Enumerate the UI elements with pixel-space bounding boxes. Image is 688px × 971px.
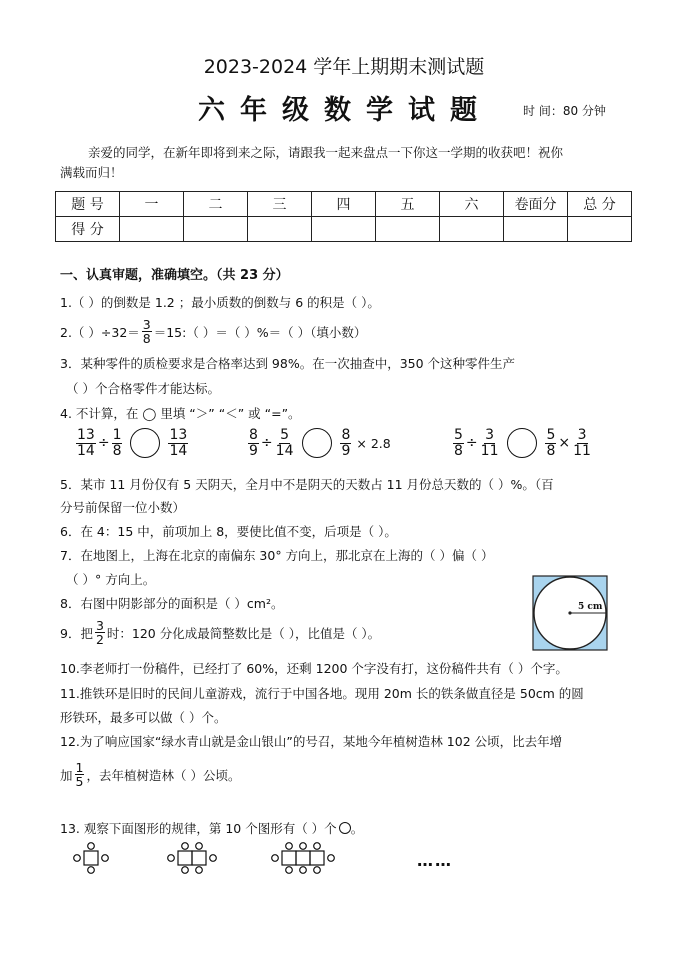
question-1: 1.（ ）的倒数是 1.2 ；最小质数的倒数与 6 的积是（ ）。 — [60, 295, 380, 310]
fraction-numerator: 13 — [77, 427, 95, 443]
q4-comparison-1 — [74, 428, 190, 458]
score-header-cell: 总 分 — [568, 192, 632, 217]
q13-pre: 13. 观察下面图形的规律，第 10 个图形有（ ）个 — [60, 821, 337, 836]
question-11-line-1: 11.推铁环是旧时的民间儿童游戏，流行于中国各地。现用 20m 长的铁条做直径是 50cm 的圆 — [60, 686, 584, 701]
q12-pre: 加 — [60, 767, 73, 783]
fraction-numerator: 1 — [112, 427, 122, 443]
score-header-cell: 六 — [440, 192, 504, 217]
question-5-line-1: 5．某市 11 月份仅有 5 天阴天，全月中不是阴天的天数占 11 月份总天数的（ ）%。（百 — [60, 477, 554, 492]
score-input-cell[interactable] — [248, 217, 312, 242]
fraction-denominator: 5 — [75, 774, 84, 790]
score-input-cell[interactable] — [376, 217, 440, 242]
compare-circle-icon[interactable] — [302, 428, 332, 458]
operator: ÷ — [260, 435, 273, 452]
score-table-header-row — [56, 192, 632, 217]
question-9 — [60, 619, 380, 646]
question-3-line-1: 3．某种零件的质检要求是合格率达到 98%。在一次抽查中，350 个这种零件生产 — [60, 356, 516, 371]
question-7-line-1: 7．在地图上，上海在北京的南偏东 30° 方向上，那北京在上海的（ ）偏（ ） — [60, 548, 494, 563]
q4-c2-tail: × 2.8 — [356, 435, 391, 451]
pattern-figure-3 — [264, 842, 342, 874]
question-4: 4. 不计算，在 ◯ 里填 “＞” “＜” 或 “=”。 — [60, 406, 301, 421]
fraction-denominator: 11 — [573, 442, 591, 459]
fraction-numerator: 3 — [95, 618, 104, 633]
question-7-line-2: （ ）° 方向上。 — [66, 572, 156, 587]
score-input-cell[interactable] — [312, 217, 376, 242]
fraction-denominator: 2 — [95, 632, 104, 648]
q4-comparison-2 — [246, 428, 391, 458]
compare-circle-icon[interactable] — [130, 428, 160, 458]
pattern-figure-2 — [160, 842, 224, 874]
q4-comparison-3 — [451, 428, 594, 458]
fraction-numerator: 3 — [485, 427, 495, 443]
question-11-line-2: 形铁环，最多可以做（ ）个。 — [60, 710, 227, 725]
exam-year-title: 2023-2024 学年上期期末测试题 — [203, 56, 485, 78]
fraction-numerator: 5 — [546, 427, 556, 443]
fraction-numerator: 13 — [169, 427, 188, 443]
score-input-cell[interactable] — [440, 217, 504, 242]
score-input-cell[interactable] — [120, 217, 184, 242]
fraction-denominator: 14 — [77, 442, 95, 459]
small-circle-icon — [339, 822, 351, 834]
question-3-line-2: （ ）个合格零件才能达标。 — [66, 381, 220, 396]
score-input-cell[interactable] — [568, 217, 632, 242]
compare-circle-icon[interactable] — [507, 428, 537, 458]
question-12-line-2 — [60, 761, 240, 788]
fraction-denominator: 8 — [546, 442, 556, 459]
fraction-numerator: 8 — [341, 427, 351, 443]
section-1-heading: 一、认真审题，准确填空。（共 23 分） — [60, 268, 289, 283]
pattern-figure-1 — [66, 842, 116, 874]
question-10: 10.李老师打一份稿件，已经打了 60%，还剩 1200 个字没有打，这份稿件共有（ ）个字。 — [60, 661, 568, 676]
fraction-denominator: 8 — [454, 442, 463, 459]
q2-post: ＝15:（ ）＝（ ）%＝（ ）（填小数） — [153, 324, 367, 340]
q9-pre: 9．把 — [60, 625, 93, 641]
score-header-cell: 二 — [184, 192, 248, 217]
score-table — [55, 191, 632, 242]
score-row-label: 得 分 — [56, 217, 120, 242]
question-12-line-1: 12.为了响应国家“绿水青山就是金山银山”的号召，某地今年植树造林 102 公顷，比去年增 — [60, 734, 563, 749]
fraction-numerator: 1 — [75, 760, 84, 775]
q2-pre: 2.（ ）÷32＝ — [60, 324, 140, 340]
q9-post: 时：120 分化成最简整数比是（ ），比值是（ ）。 — [106, 625, 381, 641]
radius-label: 5 cm — [578, 602, 603, 612]
score-header-cell: 五 — [376, 192, 440, 217]
q8-figure — [532, 575, 608, 651]
score-header-cell: 三 — [248, 192, 312, 217]
score-input-cell[interactable] — [184, 217, 248, 242]
question-5-line-2: 分号前保留一位小数） — [60, 500, 186, 515]
operator: ÷ — [465, 435, 478, 452]
fraction-numerator: 3 — [142, 317, 151, 332]
pattern-ellipsis: …… — [417, 851, 453, 870]
intro-line-1: 亲爱的同学，在新年即将到来之际，请跟我一起来盘点一下你这一学期的收获吧！祝你 — [88, 145, 564, 160]
exam-subject-title: 六年级数学试题 — [198, 95, 492, 126]
fraction-numerator: 3 — [577, 427, 587, 443]
q2-fraction — [142, 318, 152, 345]
question-13 — [60, 819, 363, 837]
center-point — [568, 611, 571, 614]
exam-time-label: 时 间：80 分钟 — [523, 104, 606, 118]
fraction-numerator: 8 — [249, 427, 258, 443]
fraction-denominator: 9 — [249, 442, 258, 459]
fraction-denominator: 8 — [112, 442, 122, 459]
score-header-cell: 题 号 — [56, 192, 120, 217]
fraction-denominator: 14 — [169, 442, 188, 459]
fraction-denominator: 14 — [275, 442, 294, 459]
fraction-denominator: 9 — [341, 442, 351, 459]
fraction-numerator: 5 — [280, 427, 290, 443]
fraction-denominator: 11 — [480, 442, 499, 459]
score-input-cell[interactable] — [504, 217, 568, 242]
q13-post: 。 — [350, 821, 364, 836]
score-header-cell: 卷面分 — [504, 192, 568, 217]
fraction-numerator: 5 — [454, 427, 463, 443]
score-header-cell: 一 — [120, 192, 184, 217]
score-header-cell: 四 — [312, 192, 376, 217]
operator: ÷ — [97, 435, 110, 452]
question-6: 6．在 4：15 中，前项加上 8，要使比值不变，后项是（ ）。 — [60, 524, 397, 539]
q12-post: ，去年植树造林（ ）公顷。 — [86, 767, 241, 783]
question-2 — [60, 318, 366, 345]
question-8: 8．右图中阴影部分的面积是（ ）cm²。 — [60, 596, 284, 611]
score-table-score-row — [56, 217, 632, 242]
operator: × — [558, 435, 571, 452]
fraction-denominator: 8 — [142, 331, 151, 347]
intro-line-2: 满载而归！ — [60, 165, 123, 180]
